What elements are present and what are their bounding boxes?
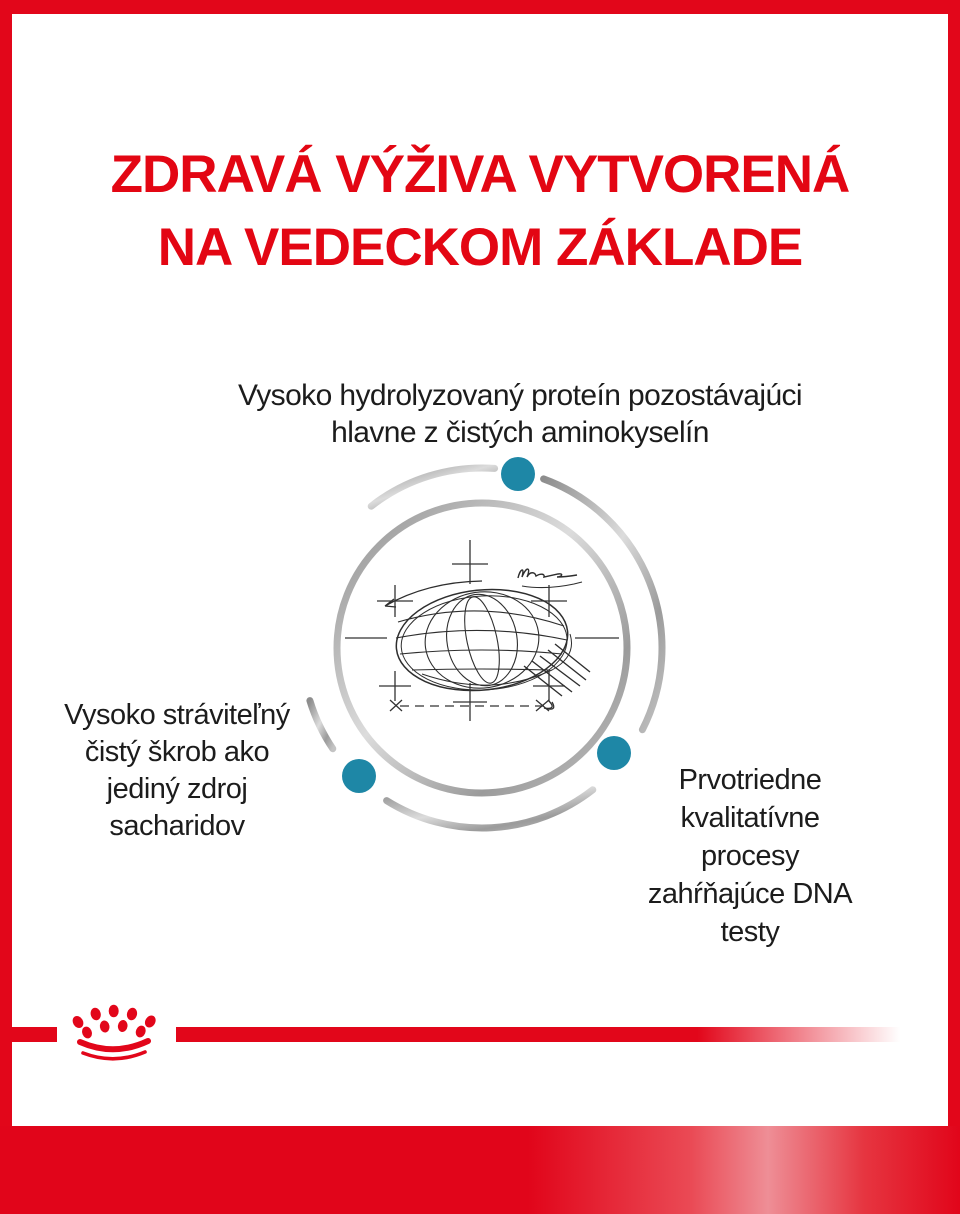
callout-starch-line4: sacharidov [109, 810, 245, 842]
callout-quality-line5: testy [720, 916, 780, 948]
callout-quality-line1: Prvotriedne [678, 764, 822, 796]
callout-starch-line2: čistý škrob ako [84, 736, 270, 768]
headline-line1: ZDRAVÁ VÝŽIVA VYTVORENÁ [110, 145, 850, 204]
kibble-sketch [385, 581, 590, 709]
divider-line-right [176, 1027, 900, 1042]
footer-red-band [0, 1126, 960, 1214]
benefit-dot-right [597, 736, 631, 770]
outer-arc-bottom-left [310, 701, 333, 749]
signature [518, 569, 582, 588]
crown-dots [71, 1005, 158, 1040]
benefit-dot-top [501, 457, 535, 491]
callout-protein-line1: Vysoko hydrolyzovaný proteín pozostávajúci [237, 379, 802, 412]
frame-top-bar [0, 0, 960, 14]
headline-line2: NA VEDECKOM ZÁKLADE [157, 218, 803, 277]
callout-quality-line4: zahŕňajúce DNA [647, 878, 853, 910]
callout-starch-line3: jediný zdroj [106, 773, 248, 805]
page-title [0, 138, 960, 284]
divider-line-left [0, 1027, 57, 1042]
callout-quality-line2: kvalitatívne [680, 802, 820, 834]
benefit-dot-left [342, 759, 376, 793]
crown-band [80, 1041, 148, 1059]
inner-ring [337, 503, 627, 793]
callout-starch-line1: Vysoko stráviteľný [64, 699, 290, 731]
callout-protein-line2: hlavne z čistých aminokyselín [331, 416, 709, 449]
outer-arc-right [544, 479, 662, 730]
callout-quality-line3: procesy [700, 840, 800, 872]
royal-canin-crown-icon [57, 1003, 177, 1065]
kibble-diagram [272, 438, 692, 858]
